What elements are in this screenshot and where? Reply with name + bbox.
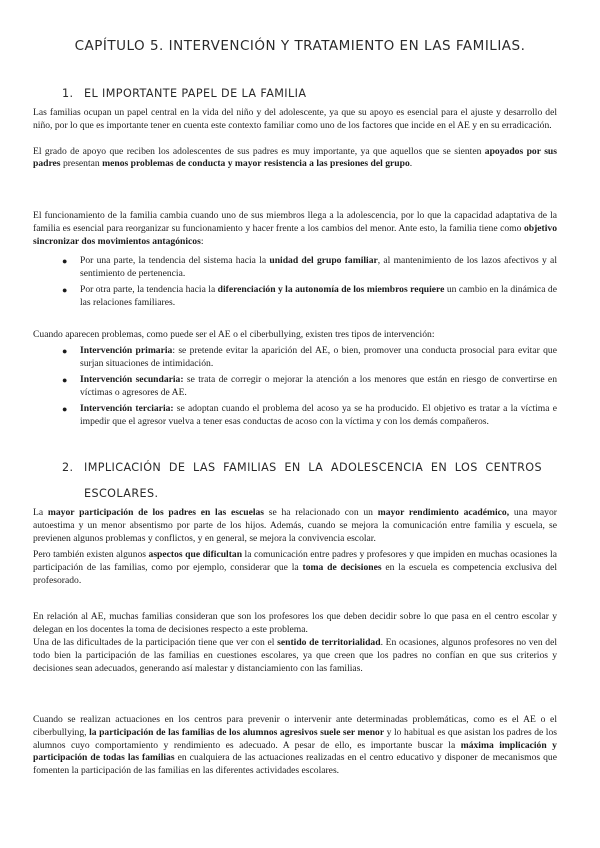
section-2-number: 2. [62,461,74,474]
section-2-paragraph-5: Cuando se realizan actuaciones en los centros para prevenir o intervenir ante determinadas problemáticas, como es el AE o el ciberbullying, la participación de las familias de los alumnos agresivos suele ser menor y lo habitual es que asistan los padres de los alumnos cuyo comportamiento y rendimiento es adecuado. A pesar de ello, es importante buscar la máxima implicación y participación de todas las familias en cualquiera de las actuaciones realizadas en el centro educativo y disponer de mecanismos que fomenten la participación de las familias en las diferentes actividades escolares. [33,714,557,777]
section-2-title-line-1: IMPLICACIÓN DE LAS FAMILIAS EN LA ADOLESCENCIA EN LOS CENTROS [84,461,542,474]
bullet-marker: ● [62,285,68,295]
section-1-number: 1. [62,87,74,100]
bullet-marker: ● [62,346,68,356]
section-2-paragraph-1: La mayor participación de los padres en las escuelas se ha relacionado con un mayor rendimiento académico, una mayor autoestima y un menor absentismo por parte de los hijos. Además, cuando se mejora la comunicación entre familia y escuela, se previenen algunos problemas y conflictos, y en general, se mejora la convivencia escolar. [33,507,557,544]
section-2-paragraph-2: Pero también existen algunos aspectos que dificultan la comunicación entre padres y profesores y que impiden en muchas ocasiones la participación de las familias, como por ejemplo, considerar que la toma de decisiones en la escuela es competencia exclusiva del profesorado. [33,549,557,586]
bullet-marker: ● [62,256,68,266]
bullet-marker: ● [62,404,68,414]
list-item-secondary-intervention: Intervención secundaria: se trata de corregir o mejorar la atención a los menores que están en riesgo de convertirse en víctimas o agresores de AE. [80,374,557,398]
section-1-heading [62,87,306,100]
section-1-title: EL IMPORTANTE PAPEL DE LA FAMILIA [84,87,307,100]
section-2-heading [62,461,542,474]
list-item-primary-intervention: Intervención primaria: se pretende evitar la aparición del AE, o bien, promover una conducta prosocial para evitar que surjan situaciones de intimidación. [80,345,557,369]
section-2-title-line-2: ESCOLARES. [84,487,159,500]
list-item-tertiary-intervention: Intervención terciaria: se adoptan cuando el problema del acoso ya se ha producido. El objetivo es tratar a la víctima e impedir que el agresor vuelva a tener esas conductas de acoso con la víctima y con los demás compañeros. [80,403,557,427]
section-2-paragraph-3: En relación al AE, muchas familias consideran que son los profesores los que deben decidir sobre lo que pasa en el centro escolar y delegan en los docentes la toma de decisiones respecto a este problema. [33,611,557,635]
bullet-marker: ● [62,375,68,385]
section-2-paragraph-4: Una de las dificultades de la participación tiene que ver con el sentido de territorialidad. En ocasiones, algunos profesores no ven del todo bien la participación de las familias en cuestiones escolares, ya que creen que los padres no confían en que sus criterios y decisiones sean adecuados, generando así malestar y distanciamiento con las familias. [33,637,558,674]
list-item-differentiation: Por otra parte, la tendencia hacia la diferenciación y la autonomía de los miembros requiere un cambio en la dinámica de las relaciones familiares. [80,284,557,308]
section-1-paragraph-3: El funcionamiento de la familia cambia cuando uno de sus miembros llega a la adolescencia, por lo que la capacidad adaptativa de la familia es esencial para reorganizar su funcionamiento y hacer frente a los cambios del menor. Ante esto, la familia tiene como objetivo sincronizar dos movimientos antagónicos: [33,210,557,247]
chapter-title: CAPÍTULO 5. INTERVENCIÓN Y TRATAMIENTO EN LAS FAMILIAS. [74,38,526,54]
list-item-unity: Por una parte, la tendencia del sistema hacia la unidad del grupo familiar, al mantenimiento de los lazos afectivos y al sentimiento de pertenencia. [80,255,557,279]
section-1-paragraph-1: Las familias ocupan un papel central en la vida del niño y del adolescente, ya que su apoyo es esencial para el ajuste y desarrollo del niño, por lo que es importante tener en cuenta este contexto familiar como uno de los factores que incide en el AE y en su erradicación. [33,107,557,131]
section-1-paragraph-4: Cuando aparecen problemas, como puede ser el AE o el ciberbullying, existen tres tipos de intervención: [33,329,435,340]
section-1-paragraph-2: El grado de apoyo que reciben los adolescentes de sus padres es muy importante, ya que aquellos que se sienten apoyados por sus padres presentan menos problemas de conducta y mayor resistencia a las presiones del grupo. [33,145,557,170]
